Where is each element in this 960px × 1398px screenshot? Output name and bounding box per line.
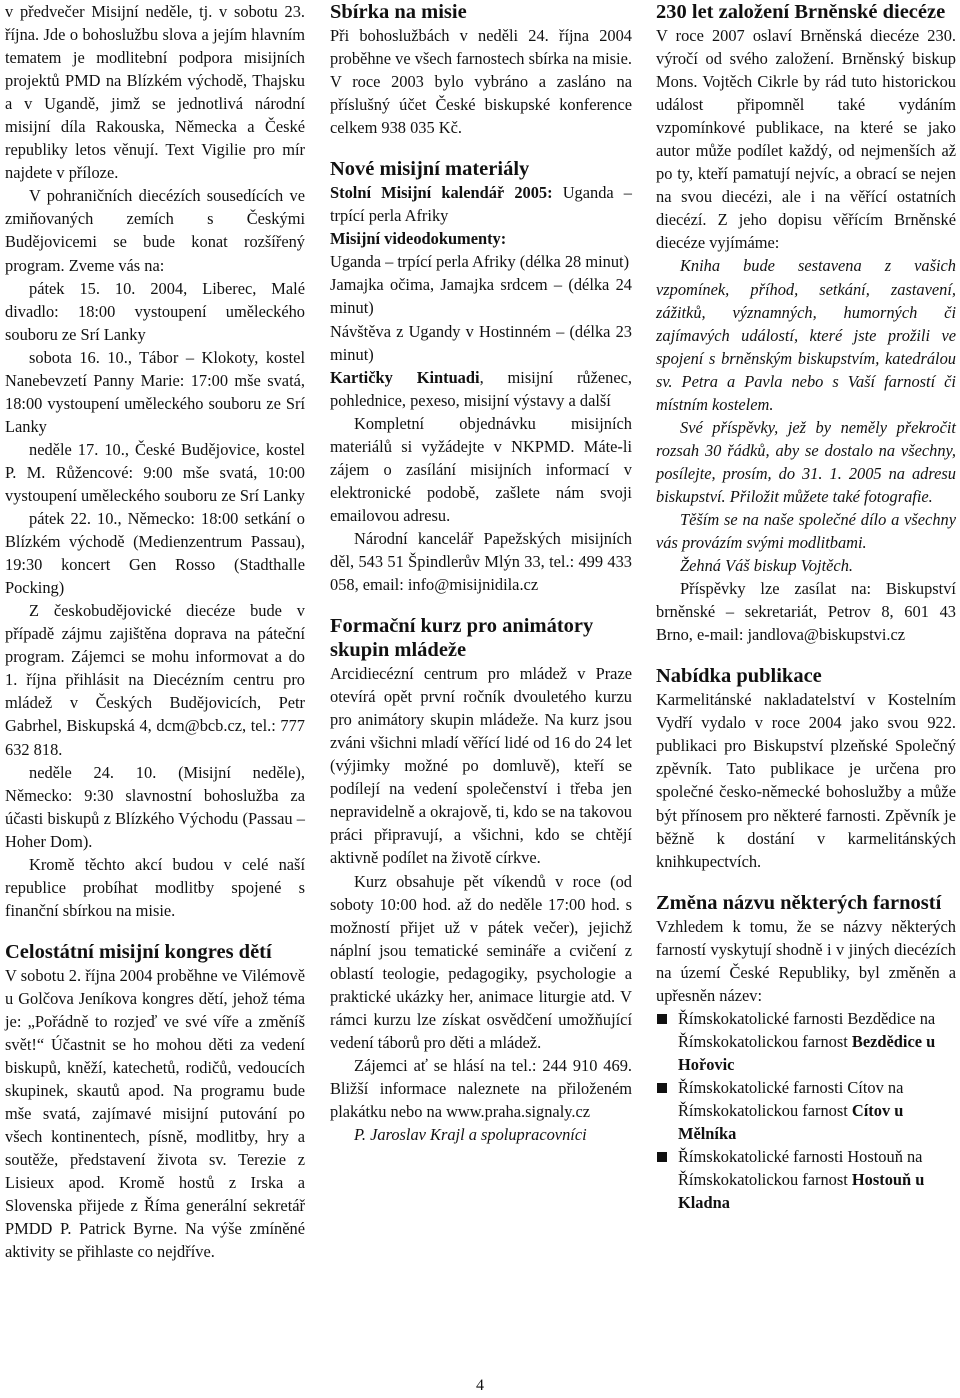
signature: P. Jaroslav Krajl a spolupracovníci [354,1125,587,1145]
column-middle [330,0,632,1146]
paragraph: Zájemci ať se hlásí na tel.: 244 910 469. Bližší informace naleznete na přiloženém plakátku nebo na www.praha.signaly.cz [330,1055,632,1121]
paragraph: Karmelitánské nakladatelství v Kostelním Vydří vydalo v roce 2004 jako svou 922. publikaci pro Biskupství plzeňské Společný zpěvník. Tato publikace je určena pro společné česko-německé bohoslužby a může být přínosem pro některé farnosti. Zpěvník je běžně k dostání v karmelitánských knihkupectvích. [656,690,956,871]
cards-text: , misijní růženec, pohlednice, pexeso, misijní výstavy a další [330,367,632,410]
video-label: Misijní videodokumenty: [330,229,507,249]
heading-kongres: Celostátní misijní kongres dětí [5,940,272,963]
column-right [656,0,956,1214]
paragraph: Kurz obsahuje pět víkendů v roce (od soboty 10:00 hod. až do neděle 17:00 hod. s možností přijet už v pátek večer), jejichž náplní jsou tematické semináře a cvičení z oblastí teologie, pedagogiky, psychologie a praktické ukázky her, animace liturgie atd. V rámci kurzu lze získat osvědčení umožňující vedení táborů pro děti a mládež. [330,871,632,1052]
parish-new-name: Bezdědice u Hořovic [678,1031,936,1074]
cards-label: Kartičky Kintuadi [330,367,480,387]
contact-paragraph: Národní kancelář Papežských misijních děl, 543 51 Špindlerův Mlýn 33, tel.: 499 433 058, email: info@misijnidila.cz [330,528,632,595]
cards-item [330,366,632,412]
paragraph: v předvečer Misijní neděle, tj. v sobotu 23. října. Jde o bohoslužbu slova a jejím hlavním tematem je modlitební podpora misijních projektů PMD na Blízkém východě, Thajsku a v Ugandě, jimž se jednotlivá národní misijní díla Rakouska, Německa a České republiky letos věnují. Text Vigilie pro mír najdete v příloze. [5,2,305,183]
quote-paragraph: Své příspěvky, jež by neměly překročit rozsah 30 řádků, aby se dostalo na všechny, posílejte, prosím, do 31. 1. 2005 na adresu biskupství. Přiložit můžete také fotografie. [656,417,956,506]
video-item: Uganda – trpící perla Afriky (délka 28 minut) [330,252,630,272]
parish-list [656,1007,956,1214]
event-item: neděle 17. 10., České Budějovice, kostel P. M. Růžencové: 9:00 mše svatá, 10:00 vystoupení uměleckého souboru ze Srí Lanky [5,439,305,505]
paragraph: V roce 2007 oslaví Brněnská diecéze 230. výročí od svého založení. Brněnský biskup Mons. Vojtěch Cikrle by rád tuto historickou událost připomněl také vydáním vzpomínkové publikace, na které se jako autor může podílet každý, od nejmenších až po ty, kteří pamatují nejvíc, a obrací se nejen na svou diecézi, ale i na věřící ostatních diecézí. Z jeho dopisu věřícím Brněnské diecéze vyjímáme: [656,26,956,253]
parish-text: Římskokatolické farnosti Hostouň na Římskokatolickou farnost [678,1147,923,1190]
square-bullet-icon [657,1152,667,1162]
parish-item [656,1007,956,1076]
video-item: Návštěva z Ugandy v Hostinném – (délka 23 minut) [330,321,632,364]
paragraph: Vzhledem k tomu, že se názvy některých farností vyskytují shodně i v jiných diecézích na území České Republiky, byl změněn a upřesněn název: [656,916,956,1005]
paragraph: Při bohoslužbách v neděli 24. října 2004 proběhne ve všech farnostech sbírka na misie. V roce 2003 bylo vybráno a zasláno na příslušný účet České biskupské konference celkem 938 035 Kč. [330,26,632,138]
heading-zmena: Změna názvu některých farností [656,891,942,914]
calendar-label: Stolní Misijní kalendář 2005: [330,183,553,203]
parish-new-name: Hostouň u Kladna [678,1170,925,1213]
quote-signature: Žehná Váš biskup Vojtěch. [680,556,853,576]
heading-jubileum: 230 let založení Brněnské diecéze [656,1,946,23]
video-label-line [330,227,632,250]
paragraph: Kompletní objednávku misijních materiálů si vyžádejte v NKPMD. Máte-li zájem o zasílání misijních informací v elektronické podobě, zašlete nám svoji emailovou adresu. [330,413,632,525]
column-left [5,0,305,1263]
square-bullet-icon [657,1014,667,1024]
paragraph: Kromě těchto akcí budou v celé naší republice probíhat modlitby spojené s finanční sbírkou na misie. [5,854,305,920]
parish-new-name: Cítov u Mělníka [678,1101,904,1144]
heading-nabidka: Nabídka publikace [656,665,822,688]
event-item: sobota 16. 10., Tábor – Klokoty, kostel Nanebevzetí Panny Marie: 17:00 mše svatá, 18:00 vystoupení uměleckého souboru ze Srí Lanky [5,347,305,436]
quote-paragraph: Těším se na naše společné dílo a všechny vás provázím svými modlitbami. [656,509,956,553]
parish-text: Římskokatolické farnosti Bezdědice na Římskokatolickou farnost [678,1008,936,1051]
heading-materialy: Nové misijní materiály [330,158,530,181]
calendar-item [330,181,632,227]
parish-text: Římskokatolické farnosti Cítov na Římskokatolickou farnost [678,1077,904,1121]
paragraph: Arcidiecézní centrum pro mládež v Praze otevírá opět první ročník dvouletého kurzu pro animátory skupin mládeže. Na kurz jsou zváni všichni mladí věřící lidé od 16 do 24 let (výjimky možné po domluvě), kteří se podílejí na vedení společenství i třeba jen nepravidelně a okrajově, ti, kdo se na takovou práci připravují, a všichni, kdo se chtějí aktivně podílet na životě církve. [330,664,632,868]
parish-item [656,1076,956,1145]
event-item: pátek 15. 10. 2004, Liberec, Malé divadlo: 18:00 vystoupení uměleckého souboru ze Srí Lanky [5,278,305,344]
paragraph: Z českobudějovické diecéze bude v případě zájmu zajištěna doprava na páteční program. Zájemci se mohu informovat a do 1. října přihlásit na Diecézním centru pro mládež v Českých Budějovicích, Petr Gabrhel, Biskupská 4, dcm@bcb.cz, tel.: 777 632 818. [5,601,305,759]
heading-kurz: Formační kurz pro animátory skupin mládeže [330,615,594,662]
paragraph: V sobotu 2. října 2004 proběhne ve Vilémově u Golčova Jeníkova kongres dětí, jehož téma je: „Pořádně to rozjeď ve své víře a změníš svět!“ Účastnit se ho mohou děti za vedení biskupů, kněží, katechetů, rodičů, vedoucích skupinek, skautů apod. Na programu bude mše svatá, zajímavé misijní putování po všech kontinentech, písně, modlitby, hry a soutěže, představení života sv. Terezie z Lisieux apod. Kromě hostů z Irska a Slovenska přijede z Říma generální sekretář PMDD P. Patrick Byrne. Na výše zmíněné aktivity se přihlaste co nejdříve. [5,965,305,1262]
paragraph: V pohraničních diecézích sousedících ve zmiňovaných zemích s Českými Budějovicemi se bude konat rozšířený program. Zveme vás na: [5,186,305,275]
contact-paragraph: Příspěvky lze zasílat na: Biskupství brněnské – sekretariát, Petrov 8, 601 43 Brno, e-mail: jandlova@biskupstvi.cz [656,579,956,645]
heading-sbirka: Sbírka na misie [330,1,467,23]
event-item: neděle 24. 10. (Misijní neděle), Německo: 9:30 slavnostní bohoslužba za účasti biskupů z Blízkého Východu (Passau – Hoher Dom). [5,762,305,851]
quote-paragraph: Kniha bude sestavena z vašich vzpomínek, příhod, setkání, zastavení, zážitků, významných, humorných či zajímavých událostí, které jste prožili ve spojení s brněnským biskupstvím, katedrálou sv. Petra a Pavla nebo s Vaší farností či místním kostelem. [656,256,956,414]
page-number: 4 [476,1377,484,1394]
square-bullet-icon [657,1083,667,1093]
event-item: pátek 22. 10., Německo: 18:00 setkání o Blízkém východě (Medienzentrum Passau), 19:30 koncert Gen Rosso (Stadthalle Pocking) [5,509,305,598]
calendar-text: Uganda – trpící perla Afriky [330,183,632,226]
video-item: Jamajka očima, Jamajka srdcem – (délka 24 minut) [330,275,632,318]
parish-item [656,1145,956,1214]
